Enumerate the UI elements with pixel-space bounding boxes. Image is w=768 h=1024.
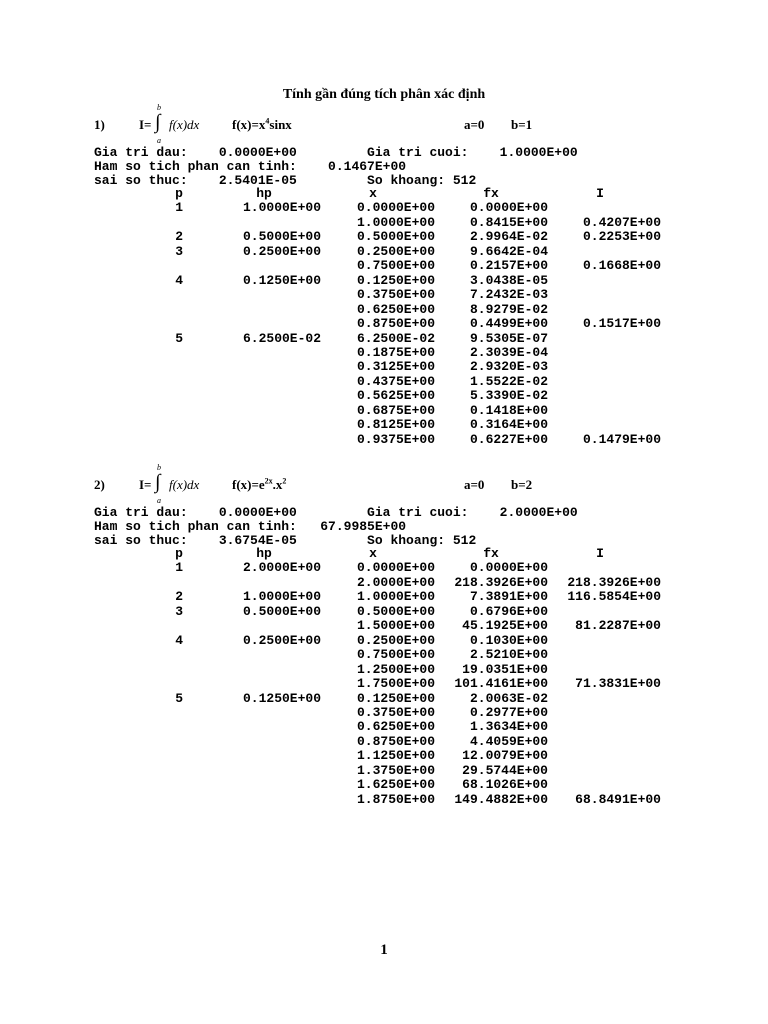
cell-fx: 0.1418E+00 — [469, 402, 548, 418]
cell-i: 71.3831E+00 — [575, 676, 661, 692]
cell-x: 1.3750E+00 — [356, 762, 435, 778]
cell-hp: 0.1250E+00 — [242, 690, 321, 706]
cell-x: 0.8750E+00 — [356, 316, 435, 332]
integrand: f(x)dx — [169, 117, 200, 132]
cell-x: 0.2500E+00 — [356, 632, 435, 648]
cell-hp: 2.0000E+00 — [242, 560, 321, 576]
cell-fx: 29.5744E+00 — [462, 762, 548, 778]
cell-x: 6.2500E-02 — [356, 330, 435, 346]
problem-1-info-line-3: sai so thuc: 2.5401E-05 So khoang: 512 — [94, 173, 477, 188]
cell-fx: 1.5522E-02 — [469, 373, 548, 389]
cell-fx: 101.4161E+00 — [454, 676, 548, 692]
cell-fx: 5.3390E-02 — [469, 388, 548, 404]
cell-i: 81.2287E+00 — [575, 618, 661, 634]
cell-fx: 9.5305E-07 — [469, 330, 548, 346]
cell-fx: 2.3039E-04 — [469, 344, 548, 360]
cell-x: 0.1250E+00 — [356, 690, 435, 706]
upper-limit: b — [157, 463, 161, 472]
integral-sign-icon: ∫ — [155, 111, 161, 133]
cell-fx: 19.0351E+00 — [462, 661, 548, 677]
cell-fx: 149.4882E+00 — [454, 791, 548, 807]
cell-fx: 2.9320E-03 — [469, 359, 548, 375]
cell-fx: 68.1026E+00 — [462, 777, 548, 793]
lower-limit: a — [157, 496, 161, 505]
cell-i: 0.4207E+00 — [582, 214, 661, 230]
column-header-hp: hp — [256, 546, 272, 561]
cell-i: 116.5854E+00 — [567, 589, 661, 605]
cell-fx: 0.1030E+00 — [469, 632, 548, 648]
cell-i: 68.8491E+00 — [575, 791, 661, 807]
cell-p: 3 — [175, 243, 183, 259]
cell-p: 2 — [175, 229, 183, 245]
cell-hp: 1.0000E+00 — [242, 200, 321, 216]
integral-prefix: I= — [139, 117, 152, 132]
cell-x: 0.5000E+00 — [356, 603, 435, 619]
integrand: f(x)dx — [169, 477, 200, 492]
cell-fx: 0.2157E+00 — [469, 258, 548, 274]
cell-i: 0.1517E+00 — [582, 316, 661, 332]
cell-fx: 7.3891E+00 — [469, 589, 548, 605]
column-header-x: x — [369, 186, 377, 201]
upper-limit: b — [157, 103, 161, 112]
problem-2-info-line-3: sai so thuc: 3.6754E-05 So khoang: 512 — [94, 533, 477, 548]
column-header-p: p — [175, 186, 183, 201]
cell-x: 0.0000E+00 — [356, 560, 435, 576]
page-title: Tính gần đúng tích phân xác định — [282, 87, 486, 102]
problem-1-info-line-2: Ham so tich phan can tinh: 0.1467E+00 — [94, 159, 407, 174]
cell-p: 4 — [175, 632, 183, 648]
cell-fx: 45.1925E+00 — [462, 618, 548, 634]
upper-bound-label: b=1 — [511, 117, 533, 132]
cell-fx: 9.6642E-04 — [469, 243, 548, 259]
cell-i: 218.3926E+00 — [567, 574, 661, 590]
cell-x: 1.8750E+00 — [356, 791, 435, 807]
cell-x: 2.0000E+00 — [356, 574, 435, 590]
cell-fx: 3.0438E-05 — [469, 272, 548, 288]
cell-x: 0.7500E+00 — [356, 647, 435, 663]
cell-x: 1.0000E+00 — [356, 214, 435, 230]
cell-x: 0.6250E+00 — [356, 719, 435, 735]
problem-number: 2) — [94, 477, 105, 492]
lower-limit: a — [157, 136, 161, 145]
cell-x: 0.6875E+00 — [356, 402, 435, 418]
cell-x: 1.0000E+00 — [356, 589, 435, 605]
cell-x: 1.6250E+00 — [356, 777, 435, 793]
column-header-i: I — [596, 546, 604, 561]
cell-fx: 0.6796E+00 — [469, 603, 548, 619]
column-header-fx: fx — [483, 546, 499, 561]
cell-p: 3 — [175, 603, 183, 619]
cell-p: 1 — [175, 200, 183, 216]
cell-x: 1.5000E+00 — [356, 618, 435, 634]
column-header-x: x — [369, 546, 377, 561]
lower-bound-label: a=0 — [464, 117, 485, 132]
column-header-p: p — [175, 546, 183, 561]
cell-x: 0.9375E+00 — [356, 431, 435, 447]
cell-fx: 0.0000E+00 — [469, 200, 548, 216]
cell-hp: 0.2500E+00 — [242, 632, 321, 648]
cell-fx: 0.8415E+00 — [469, 214, 548, 230]
cell-x: 0.3750E+00 — [356, 704, 435, 720]
cell-x: 0.0000E+00 — [356, 200, 435, 216]
column-header-fx: fx — [483, 186, 499, 201]
cell-fx: 218.3926E+00 — [454, 574, 548, 590]
cell-x: 1.7500E+00 — [356, 676, 435, 692]
cell-fx: 7.2432E-03 — [469, 287, 548, 303]
cell-i: 0.2253E+00 — [582, 229, 661, 245]
cell-fx: 8.9279E-02 — [469, 301, 548, 317]
cell-fx: 2.9964E-02 — [469, 229, 548, 245]
cell-x: 1.1250E+00 — [356, 748, 435, 764]
cell-p: 2 — [175, 589, 183, 605]
upper-bound-label: b=2 — [511, 477, 533, 492]
cell-hp: 1.0000E+00 — [242, 589, 321, 605]
cell-p: 5 — [175, 690, 183, 706]
cell-x: 0.1875E+00 — [356, 344, 435, 360]
cell-hp: 0.1250E+00 — [242, 272, 321, 288]
problem-number: 1) — [94, 117, 105, 132]
cell-fx: 4.4059E+00 — [469, 733, 548, 749]
cell-i: 0.1668E+00 — [582, 258, 661, 274]
cell-p: 4 — [175, 272, 183, 288]
cell-fx: 1.3634E+00 — [469, 719, 548, 735]
cell-x: 0.8750E+00 — [356, 733, 435, 749]
integral-sign-icon: ∫ — [155, 471, 161, 493]
cell-x: 0.7500E+00 — [356, 258, 435, 274]
cell-x: 0.2500E+00 — [356, 243, 435, 259]
integral-prefix: I= — [139, 477, 152, 492]
page-number: 1 — [380, 942, 388, 958]
cell-x: 0.6250E+00 — [356, 301, 435, 317]
cell-x: 0.5625E+00 — [356, 388, 435, 404]
cell-hp: 6.2500E-02 — [242, 330, 321, 346]
column-header-hp: hp — [256, 186, 272, 201]
lower-bound-label: a=0 — [464, 477, 485, 492]
cell-hp: 0.2500E+00 — [242, 243, 321, 259]
cell-x: 1.2500E+00 — [356, 661, 435, 677]
cell-i: 0.1479E+00 — [582, 431, 661, 447]
cell-fx: 0.4499E+00 — [469, 316, 548, 332]
problem-2-info-line-1: Gia tri dau: 0.0000E+00 Gia tri cuoi: 2.0000E+00 — [94, 505, 578, 520]
cell-fx: 0.2977E+00 — [469, 704, 548, 720]
cell-x: 0.3125E+00 — [356, 359, 435, 375]
cell-x: 0.4375E+00 — [356, 373, 435, 389]
cell-p: 1 — [175, 560, 183, 576]
cell-fx: 2.5210E+00 — [469, 647, 548, 663]
cell-x: 0.8125E+00 — [356, 417, 435, 433]
function-definition: $f(x)=x^4\sin x$ — [232, 116, 292, 132]
function-definition: $f(x)=e^{2x}.x^2$ — [232, 476, 287, 492]
cell-x: 0.3750E+00 — [356, 287, 435, 303]
cell-hp: 0.5000E+00 — [242, 229, 321, 245]
cell-fx: 12.0079E+00 — [462, 748, 548, 764]
cell-p: 5 — [175, 330, 183, 346]
problem-2-info-line-2: Ham so tich phan can tinh: 67.9985E+00 — [94, 519, 407, 534]
cell-fx: 0.3164E+00 — [469, 417, 548, 433]
cell-x: 0.1250E+00 — [356, 272, 435, 288]
column-header-i: I — [596, 186, 604, 201]
cell-fx: 2.0063E-02 — [469, 690, 548, 706]
cell-hp: 0.5000E+00 — [242, 603, 321, 619]
cell-fx: 0.0000E+00 — [469, 560, 548, 576]
problem-1-info-line-1: Gia tri dau: 0.0000E+00 Gia tri cuoi: 1.0000E+00 — [94, 145, 578, 160]
cell-x: 0.5000E+00 — [356, 229, 435, 245]
cell-fx: 0.6227E+00 — [469, 431, 548, 447]
